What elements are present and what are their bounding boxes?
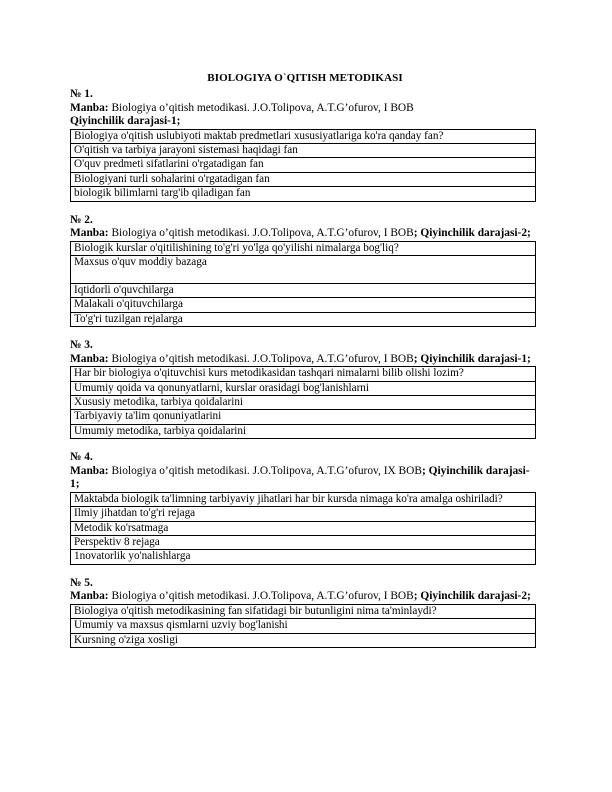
answer-option: Biologiyani turli sohalarini o'rgatadigan fan — [71, 172, 536, 186]
answer-option: Tarbiyaviy ta'lim qonuniyatlarini — [71, 410, 536, 424]
source-text: Biologiya o’qitish metodikasi. J.O.Tolipova, A.T.G’ofurov, I BOB — [108, 101, 414, 114]
question-block-1 — [70, 88, 536, 202]
source-text: Biologiya o’qitish metodikasi. J.O.Tolipova, A.T.G’ofurov, I BOB — [108, 227, 414, 240]
answer-option: Kursning o'ziga xosligi — [71, 633, 536, 647]
question-number: № 1. — [70, 88, 93, 100]
answer-option: Xususiy metodika, tarbiya qoidalarini — [71, 395, 536, 409]
question-source — [70, 353, 536, 367]
answer-option: Metodik ko'rsatmaga — [71, 521, 536, 535]
question-source — [70, 227, 536, 241]
question-block-5 — [70, 577, 536, 648]
source-label: Manba: — [70, 352, 109, 365]
document-title: BIOLOGIYA O`QITISH METODIKASI — [207, 72, 403, 84]
source-text: Biologiya o’qitish metodikasi. J.O.Tolipova, A.T.G’ofurov, IX BOB — [108, 464, 422, 477]
question-source — [70, 590, 536, 604]
answer-table — [70, 241, 536, 328]
questions-container — [70, 88, 536, 660]
answer-option: To'g'ri tuzilgan rejalarga — [71, 312, 536, 326]
difficulty-line: Qiyinchilik darajasi-1; — [70, 115, 181, 127]
question-text: Har bir biologiya o'qituvchisi kurs metodikasidan tashqari nimalarni bilib olishi lozim? — [71, 367, 536, 381]
answer-table — [70, 129, 536, 202]
answer-option: Iqtidorli o'quvchilarga — [71, 283, 536, 297]
source-text: Biologiya o’qitish metodikasi. J.O.Tolipova, A.T.G’ofurov, I BOB — [108, 352, 414, 365]
question-number: № 2. — [70, 213, 93, 226]
source-label: Manba: — [70, 101, 109, 114]
question-number: № 4. — [70, 451, 93, 464]
answer-option: biologik bilimlarni targ'ib qiladigan fan — [71, 187, 536, 201]
question-text: Biologiya o'qitish uslubiyoti maktab predmetlari xususiyatlariga ko'ra qanday fan? — [71, 129, 536, 143]
difficulty-line: ; Qiyinchilik darajasi-1; — [70, 464, 530, 491]
question-text: Biologiya o'qitish metodikasining fan sifatidagi bir butunligini nima ta'minlaydi? — [71, 604, 536, 618]
question-text: Maktabda biologik ta'limning tarbiyaviy jihatlari har bir kursda nimaga ko'ra amalga oshiriladi? — [71, 492, 536, 506]
answer-option: Umumiy qoida va qonunyatlarni, kurslar orasidagi bog'lanishlarni — [71, 381, 536, 395]
source-text: Biologiya o’qitish metodikasi. J.O.Tolipova, A.T.G’ofurov, I BOB — [108, 590, 414, 603]
question-source — [70, 102, 536, 116]
answer-option: 1novatorlik yo'nalishlarga — [71, 550, 536, 564]
difficulty-line: ; Qiyinchilik darajasi-2; — [413, 227, 531, 240]
answer-option: Maxsus o'quv moddiy bazaga — [71, 255, 536, 283]
question-block-2 — [70, 214, 536, 328]
answer-option: Umumiy va maxsus qismlarni uzviy bog'lanishi — [71, 619, 536, 633]
answer-option: Perspektiv 8 rejaga — [71, 535, 536, 549]
answer-option: O'qitish va tarbiya jarayoni sistemasi haqidagi fan — [71, 143, 536, 157]
answer-option: O'quv predmeti sifatlarini o'rgatadigan fan — [71, 158, 536, 172]
answer-table — [70, 492, 536, 565]
question-number: № 5. — [70, 576, 93, 589]
answer-table — [70, 366, 536, 439]
question-source — [70, 465, 536, 492]
source-label: Manba: — [70, 227, 109, 240]
question-text: Biologik kurslar o'qitilishining to'g'ri yo'lga qo'yilishi nimalarga bog'liq? — [71, 241, 536, 255]
source-label: Manba: — [70, 590, 109, 603]
answer-option: Ilmiy jihatdan to'g'ri rejaga — [71, 507, 536, 521]
question-block-4 — [70, 451, 536, 565]
answer-option: Umumiy metodika, tarbiya qoidalarini — [71, 424, 536, 438]
source-label: Manba: — [70, 464, 109, 477]
difficulty-line: ; Qiyinchilik darajasi-2; — [413, 590, 531, 603]
answer-table — [70, 604, 536, 648]
question-number: № 3. — [70, 339, 93, 352]
answer-option: Malakali o'qituvchilarga — [71, 298, 536, 312]
question-block-3 — [70, 339, 536, 439]
difficulty-line: ; Qiyinchilik darajasi-1; — [413, 352, 531, 365]
